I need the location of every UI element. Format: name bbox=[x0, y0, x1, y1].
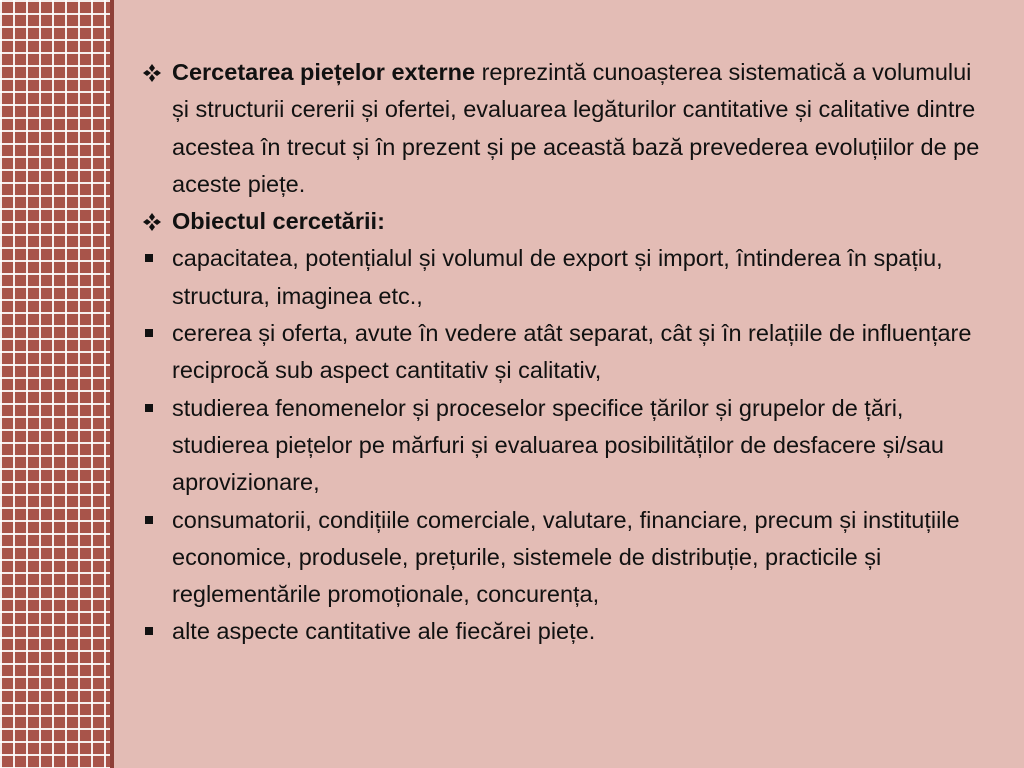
list-item-text: cererea și oferta, avute în vedere atât separat, cât și în relațiile de influențare reciprocă sub aspect cantitativ și calitativ, bbox=[172, 320, 972, 384]
list-item-text: consumatorii, condițiile comerciale, valutare, financiare, precum și instituțiile economice, produsele, prețurile, sistemele de distribuție, practicile și reglementările promoționale, concurența, bbox=[172, 506, 960, 608]
list-item bbox=[142, 240, 992, 315]
square-bullet-icon bbox=[145, 254, 153, 262]
square-bullet-icon bbox=[145, 627, 153, 635]
list-item bbox=[142, 613, 992, 650]
list-item bbox=[142, 502, 992, 614]
list-item-text: studierea fenomenelor și proceselor specifice țărilor și grupelor de țări, studierea piețelor pe mărfuri și evaluarea posibilităților de desfacere și/sau aprovizionare, bbox=[172, 394, 944, 496]
definition-paragraph bbox=[142, 54, 992, 203]
object-heading-paragraph bbox=[142, 203, 992, 240]
list-item-text: capacitatea, potențialul și volumul de export și import, întinderea în spațiu, structura, imaginea etc., bbox=[172, 245, 943, 309]
definition-term: Cercetarea piețelor externe bbox=[172, 59, 476, 85]
list-item bbox=[142, 390, 992, 502]
list-item bbox=[142, 315, 992, 390]
band-edge bbox=[110, 0, 114, 768]
square-bullet-icon bbox=[145, 404, 153, 412]
square-bullet-icon bbox=[145, 516, 153, 524]
decorative-grid-band bbox=[0, 0, 110, 768]
list-item-text: alte aspecte cantitative ale fiecărei piețe. bbox=[172, 618, 596, 645]
object-heading: Obiectul cercetării: bbox=[172, 208, 385, 235]
diamond-bullet-icon bbox=[142, 203, 166, 243]
slide-content bbox=[142, 54, 992, 651]
definition-text: reprezintă cunoașterea sistematică a volumului și structurii cererii și ofertei, evaluarea legăturilor cantitative și calitative dintre acestea în trecut și în prezent și pe această bază prevederea evoluțiilor de pe aceste piețe. bbox=[172, 59, 980, 197]
diamond-bullet-icon bbox=[142, 54, 166, 94]
square-bullet-icon bbox=[145, 329, 153, 337]
